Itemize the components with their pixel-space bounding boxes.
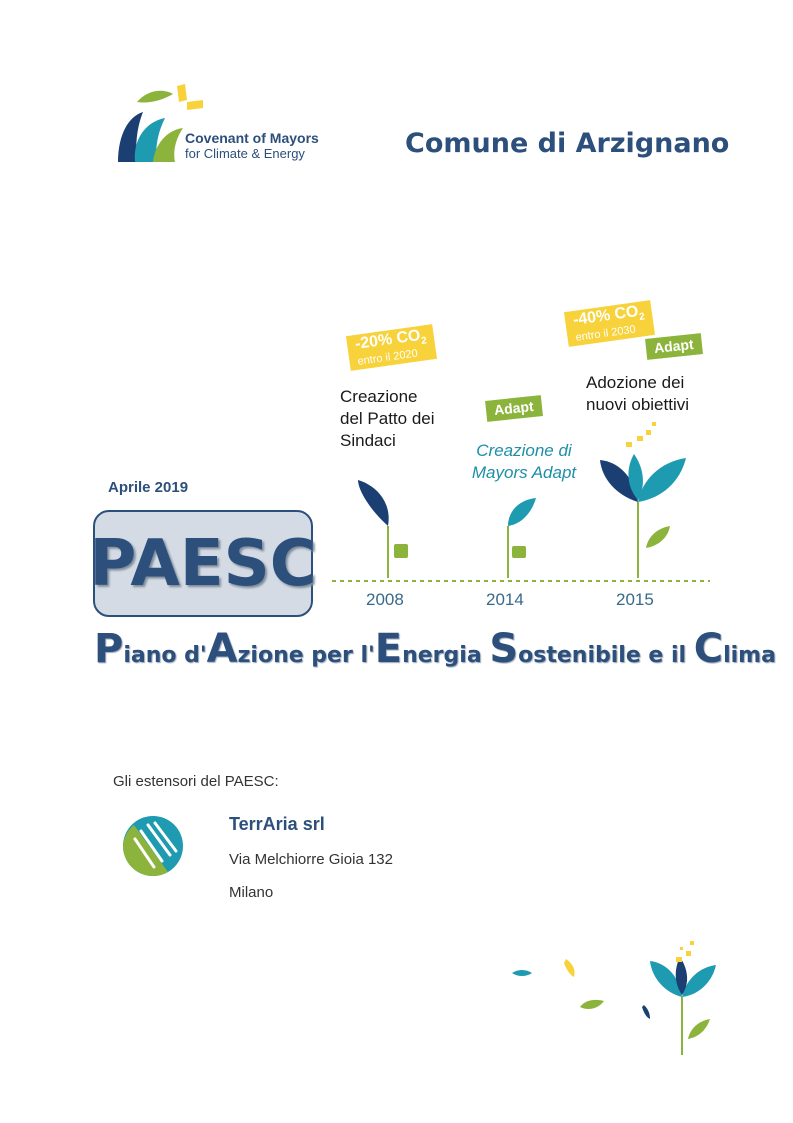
plan-title-initial: S <box>489 626 519 672</box>
plan-title-word: lima <box>723 643 776 668</box>
plan-title <box>94 626 776 672</box>
timeline-year-2014: 2014 <box>486 590 524 609</box>
acronym-box <box>89 510 317 617</box>
adapt-tag-2015: Adapt <box>645 333 703 359</box>
municipality-title: Comune di Arzignano <box>405 128 730 159</box>
flower-petal-right <box>638 458 686 502</box>
timeline-year-2008: 2008 <box>366 590 404 609</box>
plan-title-initial: C <box>693 626 724 672</box>
authors-label: Gli estensori del PAESC: <box>113 773 279 790</box>
co2-subscript: 2 <box>420 335 428 347</box>
plan-title-initial: P <box>94 626 124 672</box>
caption-line: Sindaci <box>340 431 396 450</box>
document-date: Aprile 2019 <box>108 479 189 496</box>
decorative-leaves-icon <box>500 935 730 1060</box>
event-caption-2008 <box>340 386 435 452</box>
caption-line: Creazione di <box>476 441 572 460</box>
author-address: Via Melchiorre Gioia 132 <box>229 851 393 868</box>
plan-title-word: nergia <box>402 643 490 668</box>
plan-title-word: ostenibile e il <box>518 643 694 668</box>
plan-title-word: iano d' <box>123 643 207 668</box>
caption-line: nuovi obiettivi <box>586 395 690 414</box>
terraria-logo-icon <box>122 815 184 877</box>
author-name: TerrAria srl <box>229 814 325 834</box>
acronym-text: PAESC <box>89 526 317 601</box>
sprout-leaf-2008 <box>358 480 389 526</box>
seed-dot <box>626 442 632 447</box>
plan-title-initial: E <box>374 626 403 672</box>
co2-target-deadline: entro il 2030 <box>574 323 637 344</box>
logo-line-2: for Climate & Energy <box>185 146 305 161</box>
sprout-small-leaf-2008 <box>394 544 408 558</box>
timeline-year-2015: 2015 <box>616 590 654 609</box>
logo-wordmark <box>185 130 319 162</box>
seed-dot <box>652 422 656 426</box>
co2-target-deadline: entro il 2020 <box>356 347 419 368</box>
author-city: Milano <box>229 884 274 901</box>
sprout-leaf-2014 <box>508 498 536 526</box>
co2-target-value: -40% CO <box>572 302 640 329</box>
caption-line: Adozione dei <box>586 373 685 392</box>
co2-subscript: 2 <box>638 311 646 323</box>
logo-line-1: Covenant of Mayors <box>185 130 319 146</box>
caption-line: Creazione <box>340 387 418 406</box>
event-caption-2014 <box>462 440 586 484</box>
plan-title-initial: A <box>206 626 238 672</box>
sprout-small-leaf-2014 <box>512 546 526 558</box>
caption-line: del Patto dei <box>340 409 435 428</box>
adapt-tag-2014: Adapt <box>485 395 543 421</box>
event-caption-2015 <box>586 372 689 416</box>
flower-small-leaf <box>646 526 670 548</box>
seed-dot <box>646 430 651 435</box>
co2-target-value: -20% CO <box>354 326 422 353</box>
seed-dot <box>637 436 643 441</box>
plan-title-word: zione per l' <box>237 643 375 668</box>
caption-line: Mayors Adapt <box>471 463 577 482</box>
